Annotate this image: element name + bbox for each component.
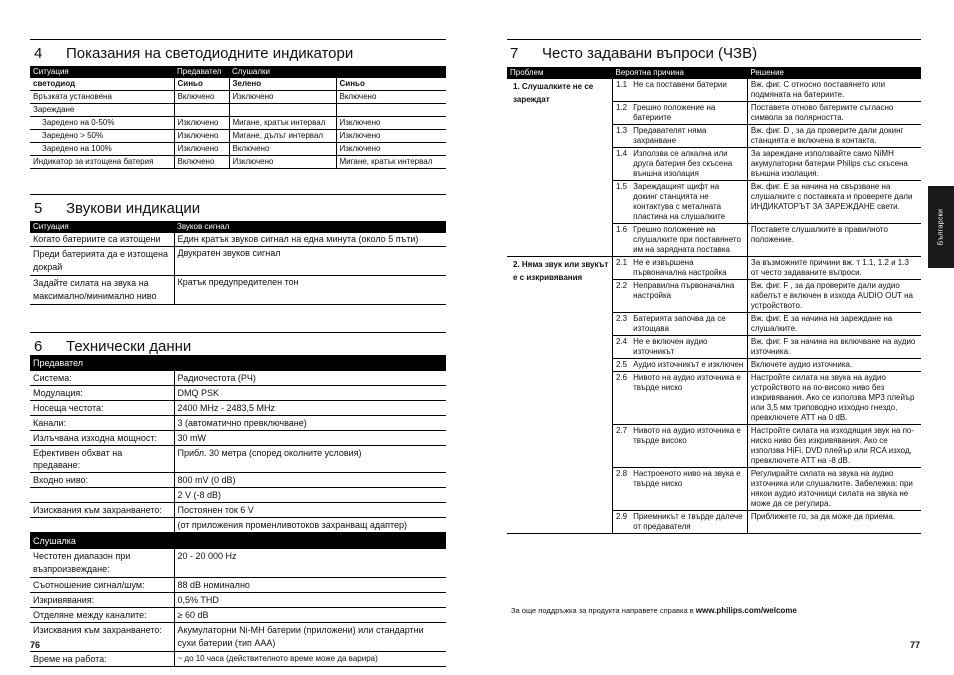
- table-row: [30, 608, 446, 623]
- cell-blue: Изключено: [336, 130, 446, 143]
- cell-value: 0,5% THD: [174, 593, 446, 608]
- problem-cell: 2. Няма звук или звукът е с изкривявания: [507, 257, 612, 534]
- table-row: [30, 431, 446, 446]
- cell-value: ~ до 10 часа (действителното време може да варира): [174, 652, 446, 667]
- solution-cell: Поставете слушалките в правилното положение.: [747, 224, 921, 257]
- cell-value: Акумулаторни Ni-MH батерии (приложени) или стандартни сухи батерии (тип AAA): [174, 623, 446, 652]
- solution-cell: Настройте силата на звука на аудио устройството на по-високо ниво без изкривявания. Ако се използва MP3 плейър или 3,5 мм триповодно изходно гнездо, превключете ATT на 0 dB.: [747, 372, 921, 425]
- cell-param: Изисквания към захранването:: [30, 623, 174, 652]
- table-header-row: [30, 221, 446, 233]
- table-row: [30, 401, 446, 416]
- cell-situation: Задайте силата на звука на максимално/минимално ниво: [30, 276, 174, 305]
- table-row: [30, 623, 446, 652]
- header-cell: Вероятна причина: [612, 67, 747, 79]
- cell-value: DMQ PSK: [174, 386, 446, 401]
- cause-cell: Грешно положение на слушалките при поставянето им на зарядната поставка: [630, 224, 747, 257]
- table-row: [30, 503, 446, 518]
- tech-data-table: [30, 355, 446, 667]
- header-cell: Ситуация: [30, 221, 174, 233]
- cause-number: 1.4: [612, 148, 630, 181]
- cause-number: 2.4: [612, 336, 630, 359]
- page-number-left: 76: [30, 640, 41, 650]
- table-row: [30, 488, 446, 503]
- problem-cell: 1. Слушалките не се зареждат: [507, 79, 612, 257]
- header-cell: Проблем: [507, 67, 612, 79]
- solution-cell: Настройте силата на изходящия звук на по-ниско ниво без изкривявания. Ако се използва HiFi, DVD плейър или RCA изход, превключете ATT на -8 dB.: [747, 425, 921, 468]
- cell-situation: Връзката установена: [30, 91, 174, 104]
- table-row: [30, 578, 446, 593]
- section-5-title: Звукови индикации: [66, 200, 201, 217]
- cell-param: [30, 518, 174, 533]
- cell-value: Радиочестота (РЧ): [174, 371, 446, 386]
- cell-blue: Изключено: [336, 143, 446, 156]
- cell-blue: Включено: [336, 91, 446, 104]
- cell-param: Време на работа:: [30, 652, 174, 667]
- headphones-header-row: [30, 533, 446, 550]
- cell-blue: Мигане, кратък интервал: [336, 156, 446, 169]
- cell-param: Канали:: [30, 416, 174, 431]
- solution-cell: Регулирайте силата на звука на аудио източника или слушалките. Забележка: при някои аудио източници силата на звука не може да се регулира.: [747, 468, 921, 511]
- support-link[interactable]: www.philips.com/welcome: [695, 606, 797, 615]
- table-row: [30, 549, 446, 578]
- cell-value: 800 mV (0 dB): [174, 473, 446, 488]
- table-row: [30, 276, 446, 305]
- cause-cell: Предавателят няма захранване: [630, 125, 747, 148]
- cell-param: Честотен диапазон при възпроизвеждане:: [30, 549, 174, 578]
- cell-value: 30 mW: [174, 431, 446, 446]
- support-text: За още поддръжка за продукта направете справка в: [511, 606, 694, 615]
- table-row: [30, 652, 446, 667]
- table-header-row: [507, 67, 921, 79]
- transmitter-header-row: [30, 355, 446, 371]
- cell-situation: Зареждане: [30, 104, 174, 117]
- page-number-right: 77: [910, 640, 921, 650]
- cause-cell: Настроеното ниво на звука е твърде ниско: [630, 468, 747, 511]
- cell-signal: Кратък предупредителен тон: [174, 276, 446, 305]
- table-header-row: [30, 66, 446, 78]
- table-row: [507, 257, 921, 280]
- section-7-number: 7: [510, 45, 519, 62]
- cell-green: Мигане, кратък интервал: [229, 117, 336, 130]
- cell-green: Изключено: [229, 156, 336, 169]
- header-cell: [336, 66, 446, 78]
- cause-number: 2.2: [612, 280, 630, 313]
- header-cell: Звуков сигнал: [174, 221, 446, 233]
- cell-green: Включено: [229, 143, 336, 156]
- cell-situation: Заредено на 100%: [30, 143, 174, 156]
- solution-cell: Вж. фиг. F , за да проверите дали аудио кабелът е включен в изхода AUDIO OUT на устройството.: [747, 280, 921, 313]
- cause-cell: Не е извършена първоначална настройка: [630, 257, 747, 280]
- cause-number: 1.5: [612, 181, 630, 224]
- cause-cell: Използва се алкална или друга батерия без скъсена външна изолация: [630, 148, 747, 181]
- transmitter-header: Предавател: [30, 355, 446, 371]
- table-row: [30, 156, 446, 169]
- cell-param: Ефективен обхват на предаване:: [30, 446, 174, 473]
- cell-param: [30, 488, 174, 503]
- cause-number: 1.6: [612, 224, 630, 257]
- header-cell: Решение: [747, 67, 921, 79]
- section-6-title: Технически данни: [66, 338, 192, 355]
- header-cell: Предавател: [174, 66, 229, 78]
- table-row: [30, 386, 446, 401]
- cause-cell: Аудио източникът е изключен: [630, 359, 747, 372]
- cause-cell: Не е включен аудио източникът: [630, 336, 747, 359]
- headphones-header: Слушалка: [30, 533, 446, 550]
- cause-number: 2.3: [612, 313, 630, 336]
- cell-param: Входно ниво:: [30, 473, 174, 488]
- table-row: [30, 371, 446, 386]
- subheader-cell: Синьо: [174, 78, 229, 91]
- cell-blue: [336, 104, 446, 117]
- table-row: [30, 117, 446, 130]
- cause-number: 2.6: [612, 372, 630, 425]
- table-row: [30, 104, 446, 117]
- subheader-cell: светодиод: [30, 78, 174, 91]
- table-subheader-row: [30, 78, 446, 91]
- cell-param: Отделяне между каналите:: [30, 608, 174, 623]
- led-indicators-table: [30, 66, 446, 169]
- cause-cell: Грешно положение на батериите: [630, 102, 747, 125]
- cause-cell: Не са поставени батерии: [630, 79, 747, 102]
- solution-cell: Вж. фиг. E за начина на свързване на слушалките с поставката и проверете дали ИНДИКАТОРЪТ ЗА ЗАРЕЖДАНЕ свети.: [747, 181, 921, 224]
- cell-transmitter: [174, 104, 229, 117]
- solution-cell: За зареждане използвайте само NiMH акумулаторни батерии Philips със скъсена външна изолация.: [747, 148, 921, 181]
- cause-cell: Нивото на аудио източника е твърде ниско: [630, 372, 747, 425]
- header-cell: Ситуация: [30, 66, 174, 78]
- section-4-number: 4: [34, 45, 43, 62]
- cell-param: Носеща честота:: [30, 401, 174, 416]
- cause-number: 1.2: [612, 102, 630, 125]
- cell-transmitter: Включено: [174, 156, 229, 169]
- support-footer: [511, 606, 797, 615]
- cell-value: 3 (автоматично превключване): [174, 416, 446, 431]
- cause-number: 2.7: [612, 425, 630, 468]
- section-7-top-rule: [507, 39, 921, 40]
- cell-param: Модулация:: [30, 386, 174, 401]
- sound-indications-table: [30, 221, 446, 305]
- section-5-top-rule: [30, 194, 446, 195]
- table-row: [507, 79, 921, 102]
- solution-cell: За възможните причини вж. т 1.1, 1.2 и 1.3 от често задаваните въпроси.: [747, 257, 921, 280]
- solution-cell: Включете аудио източника.: [747, 359, 921, 372]
- section-6-top-rule: [30, 332, 446, 333]
- section-6-number: 6: [34, 338, 43, 355]
- language-side-tab: [928, 186, 954, 268]
- cause-number: 1.1: [612, 79, 630, 102]
- cell-transmitter: Изключено: [174, 143, 229, 156]
- faq-table: [507, 67, 921, 534]
- cell-signal: Двукратен звуков сигнал: [174, 247, 446, 276]
- solution-text: Вж. фиг. C относно поставянето или подмяната на батериите.: [750, 80, 886, 99]
- cell-blue: Изключено: [336, 117, 446, 130]
- cell-value: Постоянен ток 6 V: [174, 503, 446, 518]
- cause-cell: Неправилна първоначална настройка: [630, 280, 747, 313]
- section-4-top-rule: [30, 39, 446, 40]
- table-row: [30, 233, 446, 247]
- table-row: [30, 473, 446, 488]
- cause-cell: Батерията започва да се изтощава: [630, 313, 747, 336]
- cause-number: 1.3: [612, 125, 630, 148]
- table-row: [30, 518, 446, 533]
- cause-number: 2.1: [612, 257, 630, 280]
- cell-value: 20 - 20 000 Hz: [174, 549, 446, 578]
- table-row: [30, 593, 446, 608]
- solution-cell: Вж. фиг. E за начина на зареждане на слушалките.: [747, 313, 921, 336]
- cause-number: 2.9: [612, 511, 630, 534]
- cell-transmitter: Включено: [174, 91, 229, 104]
- cell-param: Система:: [30, 371, 174, 386]
- table-row: [30, 130, 446, 143]
- cell-situation: Индикатор за изтощена батерия: [30, 156, 174, 169]
- solution-cell: Вж. фиг. D , за да проверите дали докинг станцията е включена в контакта.: [747, 125, 921, 148]
- cause-number: 2.8: [612, 468, 630, 511]
- cell-value: 88 dB номинално: [174, 578, 446, 593]
- cause-cell: Нивото на аудио източника е твърде високо: [630, 425, 747, 468]
- cause-number: 2.5: [612, 359, 630, 372]
- table-row: [30, 247, 446, 276]
- cell-green: [229, 104, 336, 117]
- cell-value: 2400 MHz - 2483,5 MHz: [174, 401, 446, 416]
- cause-cell: Зареждащият щифт на докинг станцията не контактува с металната пластина на слушалките: [630, 181, 747, 224]
- cause-cell: Приемникът е твърде далече от предавателя: [630, 511, 747, 534]
- section-5-number: 5: [34, 200, 43, 217]
- solution-cell: [747, 79, 921, 102]
- cell-signal: Един кратък звуков сигнал на една минута (около 5 пъти): [174, 233, 446, 247]
- cell-situation: Заредено > 50%: [30, 130, 174, 143]
- cell-param: Излъчвана изходна мощност:: [30, 431, 174, 446]
- table-row: [30, 416, 446, 431]
- cell-situation: Заредено на 0-50%: [30, 117, 174, 130]
- cell-value: ≥ 60 dB: [174, 608, 446, 623]
- header-cell: Слушалки: [229, 66, 336, 78]
- solution-cell: Приближете го, за да може да приема.: [747, 511, 921, 534]
- subheader-cell: Зелено: [229, 78, 336, 91]
- table-row: [30, 91, 446, 104]
- cell-value: Прибл. 30 метра (според околните условия): [174, 446, 446, 473]
- cell-param: Изисквания към захранването:: [30, 503, 174, 518]
- cell-value: (от приложения променливотоков захранващ адаптер): [174, 518, 446, 533]
- section-7-title: Често задавани въпроси (ЧЗВ): [542, 45, 758, 62]
- language-label: Български: [937, 208, 945, 246]
- solution-cell: Вж. фиг. F за начина на включване на аудио източника.: [747, 336, 921, 359]
- cell-situation: Преди батерията да е изтощена докрай: [30, 247, 174, 276]
- table-row: [30, 143, 446, 156]
- section-4-title: Показания на светодиодните индикатори: [66, 45, 354, 62]
- cell-value: 2 V (-8 dB): [174, 488, 446, 503]
- cell-transmitter: Изключено: [174, 117, 229, 130]
- solution-cell: Поставете отново батериите съгласно символа за полярността.: [747, 102, 921, 125]
- cell-param: Съотношение сигнал/шум:: [30, 578, 174, 593]
- table-row: [30, 446, 446, 473]
- cell-situation: Когато батериите са изтощени: [30, 233, 174, 247]
- subheader-cell: Синьо: [336, 78, 446, 91]
- cell-param: Изкривявания:: [30, 593, 174, 608]
- cell-green: Мигане, дълъг интервал: [229, 130, 336, 143]
- cell-green: Изключено: [229, 91, 336, 104]
- cell-transmitter: Изключено: [174, 130, 229, 143]
